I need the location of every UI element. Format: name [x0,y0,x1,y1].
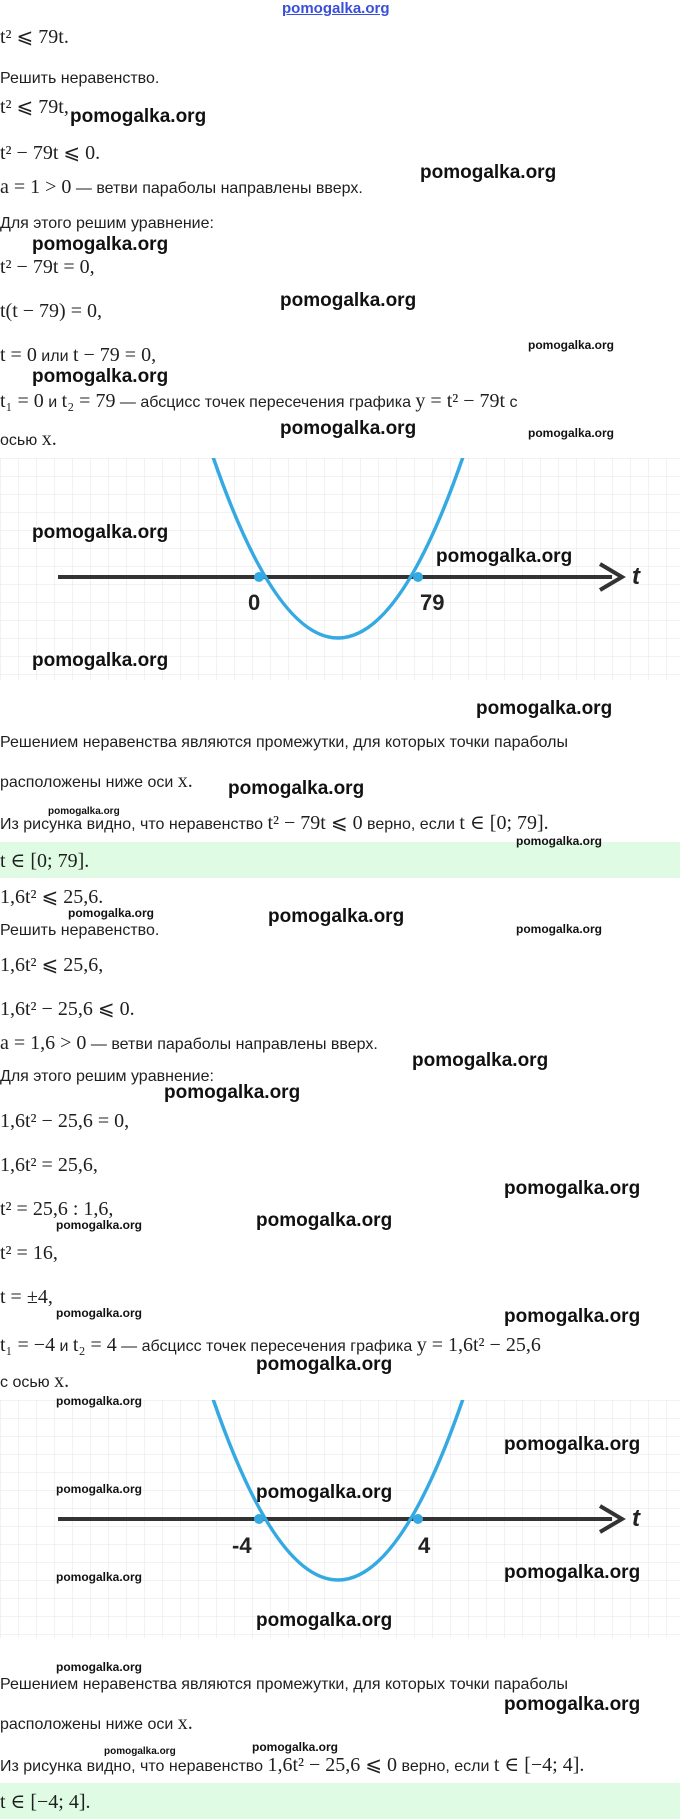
parabola-graph-1 [0,458,680,680]
watermark: pomogalka.org [32,650,169,671]
roots-line2-1 [0,428,57,451]
concl3-math: t² − 79t ⩽ 0 [267,812,363,834]
watermark: pomogalka.org [256,1354,393,1375]
watermark: pomogalka.org [280,290,417,311]
solve-label-1: Решить неравенство. [0,70,160,87]
concl2-text: расположены ниже оси [0,774,178,791]
answer-2: t ∈ [−4; 4]. [0,1791,91,1813]
watermark: pomogalka.org [68,906,155,920]
root-point-left [254,1514,264,1524]
eq3-a: t = 0 [0,344,37,366]
branches-math: a = 1,6 > 0 [0,1032,87,1054]
eq1-2: 1,6t² − 25,6 = 0, [0,1110,130,1132]
watermark: pomogalka.org [164,1082,301,1103]
axis-label: t [632,563,640,590]
watermark: pomogalka.org [412,1050,549,1071]
concl2-text: расположены ниже оси [0,1716,178,1733]
header-watermark[interactable]: pomogalka.org [282,0,390,17]
watermark: pomogalka.org [504,1306,641,1327]
concl2-line-1 [0,770,193,793]
watermark: pomogalka.org [56,1570,143,1584]
concl3-line-2 [0,1752,584,1777]
watermark: pomogalka.org [504,1694,641,1715]
eq2-1: t(t − 79) = 0, [0,300,102,322]
eq4-2: t² = 16, [0,1242,58,1264]
watermark: pomogalka.org [436,546,573,567]
branches-text: — ветви параболы направлены вверх. [71,180,363,197]
roots-line2-var: x. [41,428,57,450]
eq3-line-1 [0,344,156,367]
roots-a: t₁ = −4 [0,1334,56,1356]
root-point-right [413,572,423,582]
watermark: pomogalka.org [252,1740,339,1754]
roots-func: y = 1,6t² − 25,6 [416,1334,541,1356]
solve-label-2: Решить неравенство. [0,922,160,939]
watermark: pomogalka.org [32,366,169,387]
roots-line2-text: осью [0,432,42,449]
eq-intro-1: Для этого решим уравнение: [0,215,214,232]
watermark: pomogalka.org [70,106,207,127]
watermark: pomogalka.org [420,162,557,183]
watermark: pomogalka.org [256,1482,393,1503]
root-point-left [254,572,264,582]
roots-text: — абсцисс точек пересечения графика [116,1338,417,1355]
concl2-var: x. [177,1712,193,1734]
watermark: pomogalka.org [32,234,169,255]
roots-text: — абсцисс точек пересечения графика [115,394,416,411]
branches-text: — ветви параболы направлены вверх. [86,1036,378,1053]
branches-line-2 [0,1032,378,1055]
answer-1: t ∈ [0; 79]. [0,850,90,872]
concl3-interval: t ∈ [−4; 4]. [493,1754,585,1776]
task-2: 1,6t² ⩽ 25,6. [0,886,104,908]
watermark: pomogalka.org [516,922,603,936]
root-label-left: 0 [248,590,261,615]
branches-line-1 [0,176,363,199]
watermark: pomogalka.org [516,834,603,848]
roots-and: и [43,394,62,411]
branches-math: a = 1 > 0 [0,176,72,198]
roots-a: t₁ = 0 [0,390,44,412]
concl3-mid: верно, если [397,1758,494,1775]
watermark: pomogalka.org [32,522,169,543]
concl3-interval: t ∈ [0; 79]. [459,812,549,834]
watermark: pomogalka.org [256,1610,393,1631]
watermark: pomogalka.org [268,906,405,927]
eq3-2: t² = 25,6 : 1,6, [0,1198,114,1220]
watermark: pomogalka.org [56,1218,143,1232]
step1-1: t² − 79t ⩽ 0. [0,142,101,164]
concl3-math: 1,6t² − 25,6 ⩽ 0 [267,1754,398,1776]
watermark: pomogalka.org [504,1434,641,1455]
roots-tail: с [505,394,518,411]
roots-line-1 [0,390,518,413]
roots-b: t₂ = 79 [61,390,116,412]
watermark: pomogalka.org [504,1178,641,1199]
watermark: pomogalka.org [528,338,615,352]
roots-and: и [55,1338,73,1355]
restate-2: 1,6t² ⩽ 25,6, [0,954,104,976]
root-label-right: 79 [420,590,445,615]
roots-b: t₂ = 4 [72,1334,117,1356]
concl3-mid: верно, если [362,816,460,833]
watermark: pomogalka.org [476,698,613,719]
watermark: pomogalka.org [56,1306,143,1320]
answer-box-2 [0,1783,680,1819]
root-label-left: -4 [232,1533,252,1558]
roots-line2-2 [0,1370,69,1393]
eq3-b: t − 79 = 0, [72,344,157,366]
concl3-text: Из рисунка видно, что неравенство [0,816,268,833]
roots-func: y = t² − 79t [415,390,506,412]
restate-1: t² ⩽ 79t, [0,96,69,118]
watermark: pomogalka.org [228,778,365,799]
task-1: t² ⩽ 79t. [0,26,69,48]
concl1-2: Решением неравенства являются промежутки, для которых точки параболы [0,1676,568,1693]
watermark: pomogalka.org [104,1746,176,1757]
eq-intro-2: Для этого решим уравнение: [0,1068,214,1085]
eq3-or: или [36,348,73,365]
watermark: pomogalka.org [504,1562,641,1583]
roots-line2-var: x. [54,1370,70,1392]
eq5-2: t = ±4, [0,1286,53,1308]
grid-background [0,458,680,680]
watermark: pomogalka.org [56,1394,143,1408]
watermark: pomogalka.org [48,806,120,817]
watermark: pomogalka.org [56,1660,143,1674]
watermark: pomogalka.org [56,1482,143,1496]
eq1-1: t² − 79t = 0, [0,256,95,278]
axis-label: t [632,1505,640,1532]
root-label-right: 4 [418,1533,431,1558]
watermark: pomogalka.org [280,418,417,439]
watermark: pomogalka.org [528,426,615,440]
concl2-line-2 [0,1712,193,1735]
watermark: pomogalka.org [256,1210,393,1231]
root-point-right [413,1514,423,1524]
step1-2: 1,6t² − 25,6 ⩽ 0. [0,998,135,1020]
eq2-2: 1,6t² = 25,6, [0,1154,98,1176]
roots-line2-text: с осью [0,1374,55,1391]
concl3-text: Из рисунка видно, что неравенство [0,1758,268,1775]
concl2-var: x. [177,770,193,792]
concl1-1: Решением неравенства являются промежутки, для которых точки параболы [0,734,568,751]
